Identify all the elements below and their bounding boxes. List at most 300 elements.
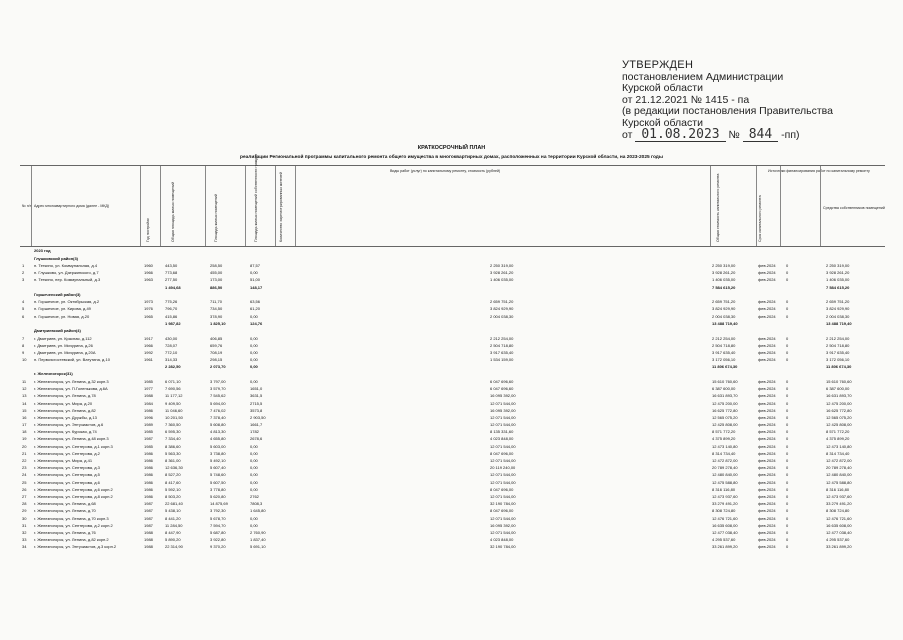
table-cell-area: 22 314,90 (165, 544, 183, 550)
table-cell-area-res: 406,85 (210, 335, 223, 341)
table-cell-owner-funds: 12 473 140,80 (826, 443, 852, 449)
table-cell-area-res: 258,50 (210, 263, 223, 268)
approval-line-1: УТВЕРЖДЕН (622, 59, 694, 71)
table-cell-area: 796,70 (165, 306, 178, 312)
table-cell-work-cost: 6 047 696,60 (490, 386, 514, 392)
table-cell-area-res: 708,19 (210, 349, 223, 355)
table-cell-address: г. Железногорск, ул. Сентерова, д.8 корп.2 (34, 493, 113, 499)
table-cell-address: г. Дмитриев, ул. Красная, д.112 (34, 335, 92, 341)
table-cell-deadline: фев.2024 (758, 277, 776, 283)
grid-line (820, 166, 821, 246)
grid-line (31, 166, 32, 246)
table-cell-address: п. Горшечное, ул. Кирова, д.49 (34, 306, 91, 312)
table-cell-area-res: 734,50 (210, 306, 223, 312)
table-cell-owner-funds: 2 504 718,80 (826, 342, 850, 348)
table-cell-total: 8 316 116,80 (712, 486, 736, 492)
table-cell-year: 1987 (144, 522, 153, 528)
table-cell-area-own: 1 645,80 (250, 508, 266, 514)
table-cell-area-own: 63,56 (250, 299, 261, 305)
table-cell-area: 11 177,12 (165, 393, 183, 399)
table-cell-zero: 0 (786, 515, 789, 521)
table-cell-zero: 0 (786, 529, 789, 535)
table-row (20, 464, 885, 471)
table-cell-year: 1992 (144, 349, 153, 355)
table-cell-work-cost: 32 190 784,00 (490, 501, 516, 507)
table-cell-deadline: фев.2024 (758, 508, 776, 514)
grid-line (295, 166, 296, 246)
table-cell-total: 2 504 718,80 (712, 342, 736, 348)
table-row (20, 457, 885, 464)
table-cell-zero: 0 (786, 443, 789, 449)
table-cell-zero: 0 (786, 537, 789, 543)
table-row (20, 392, 885, 399)
subtotal-row (20, 320, 885, 327)
table-cell-deadline: фев.2024 (758, 537, 776, 543)
table-cell-number: 5 (22, 306, 25, 312)
table-cell-area-res: 3 797,00 (210, 378, 226, 384)
table-cell-area-own: 2715,5 (250, 400, 263, 406)
table-cell-year: 1986 (144, 493, 153, 499)
table-cell-deadline: фев.2024 (758, 472, 776, 478)
table-cell-area-res: 5 607,50 (210, 479, 226, 485)
table-cell-year: 1977 (144, 386, 153, 392)
table-cell-area-res: 4 655,80 (210, 436, 226, 442)
table-cell-total: 16 631 893,70 (712, 393, 738, 399)
grid-line (780, 166, 781, 246)
table-cell-work-cost: 16 095 392,00 (490, 407, 516, 413)
table-cell-deadline: фев.2024 (758, 393, 776, 399)
table-cell-number: 3 (22, 277, 25, 283)
handwritten-date: 01.08.2023 (635, 129, 725, 142)
table-cell-owner-funds: 12 480 840,00 (826, 472, 852, 478)
table-cell-area: 1 987,82 (165, 320, 181, 326)
table-cell-number: 25 (22, 479, 27, 485)
table-cell-address: г. Железногорск, ул. Сентерова, д.5 (34, 472, 100, 478)
table-cell-work-cost: 12 071 544,00 (490, 458, 516, 463)
table-cell-address: г. Железногорск, ул. Дружбы, д.13 (34, 414, 97, 420)
table-cell-work-cost: 8 047 696,00 (490, 508, 514, 514)
table-cell-area-own: 0,00 (250, 342, 258, 348)
table-cell-deadline: фев.2024 (758, 493, 776, 499)
table-cell-work-cost: 2 212 254,00 (490, 335, 514, 341)
plan-subtitle: реализации Региональной программы капитального ремонта общего имущества в многоквартирных домах, расположенных на территории Курской области, на 2023-2025 годы (240, 155, 663, 160)
table-cell-work-cost: 3 824 929,90 (490, 306, 514, 312)
table-cell-area-own: 1651,0 (250, 386, 263, 392)
table-cell-number: 27 (22, 493, 27, 499)
table-cell-area-own: 0,00 (250, 335, 258, 341)
table-cell-area-res: 455,00 (210, 270, 223, 276)
table-cell-area-own: 0,00 (250, 486, 258, 492)
table-cell-year: 1986 (144, 486, 153, 492)
table-cell-area-own: 5 691,10 (250, 544, 266, 550)
table-cell-year: 1989 (144, 422, 153, 428)
table-cell-work-cost: 3 928 261,20 (490, 270, 514, 276)
table-cell-year: 1988 (144, 529, 153, 535)
table-cell-area-res: 3 922,80 (210, 537, 226, 543)
grid-line (205, 166, 206, 246)
table-cell-number: 16 (22, 414, 27, 420)
approval-line-4: от 21.12.2021 № 1415 - па (622, 93, 750, 106)
table-cell-area-own: 0,00 (250, 270, 258, 276)
table-cell-address: п. Глушково, ул. Дзержинского, д.7 (34, 270, 99, 276)
table-row (20, 471, 885, 478)
table-cell-deadline: фев.2024 (758, 349, 776, 355)
table-cell-address: п. Горшечное, ул. Новая, д.20 (34, 313, 90, 319)
table-cell-zero: 0 (786, 436, 789, 442)
plan-title: КРАТКОСРОЧНЫЙ ПЛАН (417, 145, 486, 151)
table-cell-number: 10 (22, 357, 27, 363)
table-cell-area: 415,86 (165, 313, 178, 319)
table-cell-area: 773,68 (165, 270, 178, 276)
table-cell-address: г. Железногорск, ул. Мира, д.20 (34, 400, 93, 406)
table-cell-zero: 0 (786, 486, 789, 492)
header-total: Общая стоимость капитального ремонта (716, 173, 720, 242)
table-cell-work-cost: 4 023 848,00 (490, 537, 514, 543)
table-cell-deadline: фев.2024 (758, 486, 776, 492)
table-row (20, 507, 885, 514)
table-row (20, 479, 885, 486)
table-cell-deadline: фев.2024 (758, 544, 776, 550)
table-cell-total: 3 824 929,90 (712, 306, 736, 312)
table-cell-area-own: 0,00 (250, 364, 258, 370)
table-row (20, 543, 885, 550)
table-cell-zero: 0 (786, 393, 789, 399)
subtotal-row (20, 284, 885, 291)
table-cell-work-cost: 12 071 544,00 (490, 414, 516, 420)
table-cell-area-own: 2 903,50 (250, 414, 266, 420)
table-cell-address: г. Железногорск, ул. Ленина, д.48 корп.3 (34, 436, 109, 442)
table-cell-deadline: фев.2024 (758, 357, 776, 363)
section-row (20, 255, 885, 263)
table-cell-zero: 0 (786, 414, 789, 420)
table-cell-area-own: 87,57 (250, 263, 261, 268)
table-cell-area: 277,50 (165, 277, 178, 283)
table-cell-address: г. Железногорск, ул. Сентерова, д.1 корп.3 (34, 443, 113, 449)
table-row (20, 435, 885, 442)
header-address: Адрес многоквартирного дома (далее - МКД) (34, 204, 110, 208)
table-cell-area-res: 711,70 (210, 299, 222, 305)
table-cell-work-cost: 16 095 392,00 (490, 522, 516, 528)
approval-stamp (622, 60, 833, 142)
table-cell-year: 1988 (144, 544, 153, 550)
table-cell-zero: 0 (786, 450, 789, 456)
table-cell-zero: 0 (786, 270, 789, 276)
table-cell-work-cost: 2 250 319,00 (490, 263, 514, 268)
table-cell-owner-funds: 12 565 075,20 (826, 414, 852, 420)
table-cell-deadline: фев.2024 (758, 529, 776, 535)
table-cell-work-cost: 2 504 718,80 (490, 342, 514, 348)
table-cell-zero: 0 (786, 458, 789, 463)
table-row (20, 349, 885, 356)
section-title: 2023 год (34, 248, 51, 253)
header-no: № п/п (22, 204, 32, 208)
table-row (20, 443, 885, 450)
table-cell-total: 12 475 200,00 (712, 400, 738, 406)
table-cell-deadline: фев.2024 (758, 450, 776, 456)
table-cell-deadline: фев.2024 (758, 443, 776, 449)
table-row (20, 450, 885, 457)
table-cell-total: 16 625 772,80 (712, 407, 738, 413)
table-cell-area-res: 5 687,80 (210, 529, 226, 535)
table-cell-area: 6 071,10 (165, 378, 181, 384)
grid-line (140, 166, 141, 246)
table-cell-number: 2 (22, 270, 25, 276)
table-cell-number: 14 (22, 400, 27, 406)
table-cell-area: 8 386,60 (165, 443, 181, 449)
header-works-group: Виды работ (услуг) по капитальному ремонту, стоимость (рублей) (390, 169, 501, 173)
table-cell-year: 1984 (144, 400, 153, 406)
table-cell-area-own: 148,17 (250, 284, 263, 290)
table-cell-number: 19 (22, 436, 27, 442)
table-cell-deadline: фев.2024 (758, 522, 776, 528)
table-cell-owner-funds: 2 004 038,30 (826, 313, 850, 319)
table-cell-total: 12 477 038,40 (712, 529, 738, 535)
table-cell-total: 12 565 075,20 (712, 414, 738, 420)
grid-line (245, 166, 246, 246)
table-cell-year: 1961 (144, 357, 153, 363)
table-cell-zero: 0 (786, 493, 789, 499)
table-cell-area-res: 3 579,70 (210, 386, 226, 392)
table-cell-zero: 0 (786, 472, 789, 478)
table-cell-area: 10 201,50 (165, 414, 183, 420)
table-cell-work-cost: 1 534 159,00 (490, 357, 514, 363)
table-cell-area-res: 5 620,80 (210, 493, 226, 499)
table-cell-area-own: 7808,3 (250, 501, 263, 507)
table-cell-zero: 0 (786, 429, 789, 435)
table-cell-year: 1987 (144, 515, 153, 521)
table-cell-owner-funds: 1 406 035,00 (826, 277, 850, 283)
table-row (20, 313, 885, 320)
table-cell-year: 1986 (144, 450, 153, 456)
section-title: Горшеченский район(3) (34, 291, 81, 297)
table-cell-number: 34 (22, 544, 27, 550)
table-cell-address: г. Железногорск, ул. П.Голенькова, д.6А (34, 386, 108, 392)
table-cell-zero: 0 (786, 306, 789, 312)
table-cell-area-res: 7 476,02 (210, 407, 226, 413)
table-cell-work-cost: 20 119 240,00 (490, 465, 516, 471)
table-cell-total: 8 571 772,20 (712, 429, 736, 435)
table-cell-owner-funds: 16 625 772,80 (826, 407, 852, 413)
table-row (20, 536, 885, 543)
header-area-own: Площадь жилых помещений собственности граждан (254, 153, 258, 242)
grid-line (275, 166, 276, 246)
table-cell-owner-funds: 8 571 772,20 (826, 429, 850, 435)
table-row (20, 335, 885, 342)
table-cell-owner-funds: 3 928 261,20 (826, 270, 850, 276)
table-cell-zero: 0 (786, 479, 789, 485)
table-cell-owner-funds: 12 475 588,80 (826, 479, 852, 485)
table-cell-work-cost: 32 190 784,00 (490, 544, 516, 550)
table-cell-area: 5 438,10 (165, 508, 181, 514)
table-cell-total: 4 375 899,20 (712, 436, 736, 442)
table-cell-year: 1963 (144, 277, 153, 283)
table-cell-zero: 0 (786, 422, 789, 428)
table-cell-area: 7 360,50 (165, 422, 181, 428)
table-cell-number: 20 (22, 443, 27, 449)
table-cell-deadline: фев.2024 (758, 501, 776, 507)
table-cell-owner-funds: 2 212 254,00 (826, 335, 850, 341)
table-row (20, 407, 885, 414)
table-cell-deadline: фев.2024 (758, 386, 776, 392)
table-cell-owner-funds: 33 261 899,20 (826, 544, 852, 550)
table-cell-deadline: фев.2024 (758, 335, 776, 341)
header-area: Общая площадь жилых помещений (171, 182, 175, 242)
table-cell-area-own: 61,20 (250, 306, 261, 312)
table-cell-work-cost: 12 071 544,00 (490, 443, 516, 449)
table-cell-total: 33 279 491,20 (712, 501, 738, 507)
table-row (20, 522, 885, 529)
table-cell-number: 28 (22, 501, 27, 507)
table-cell-work-cost: 12 071 544,00 (490, 493, 516, 499)
header-funding-group: Источники финансирования работ по капитальному ремонту (768, 169, 870, 173)
table-cell-area: 9 409,50 (165, 400, 181, 406)
table-cell-year: 1973 (144, 299, 153, 305)
section-row (20, 327, 885, 335)
table-cell-year: 1986 (144, 479, 153, 485)
table-cell-area-res: 298,15 (210, 357, 223, 363)
table-row (20, 500, 885, 507)
table-cell-year: 1985 (144, 378, 153, 384)
table-cell-deadline: фев.2024 (758, 306, 776, 312)
section-row (20, 370, 885, 378)
table-cell-area: 22 681,40 (165, 501, 183, 507)
table-cell-number: 8 (22, 342, 25, 348)
table-row (20, 276, 885, 283)
table-cell-deadline: фев.2024 (758, 378, 776, 384)
table-row (20, 486, 885, 493)
table-cell-area: 8 527,20 (165, 472, 181, 478)
table-cell-work-cost: 12 071 544,00 (490, 472, 516, 478)
table-cell-area: 11 046,60 (165, 407, 183, 413)
table-cell-total: 33 261 899,20 (712, 544, 738, 550)
table-cell-year: 1987 (144, 501, 153, 507)
table-row (20, 298, 885, 305)
table-cell-deadline: фев.2024 (758, 400, 776, 406)
table-cell-zero: 0 (786, 342, 789, 348)
table-cell-number: 30 (22, 515, 27, 521)
table-cell-address: г. Железногорск, ул. Сентерова, д.6 (34, 479, 100, 485)
table-cell-owner-funds: 3 824 929,90 (826, 306, 850, 312)
table-cell-area: 12 636,30 (165, 465, 183, 471)
section-title: Глушковский район(3) (34, 255, 78, 261)
table-cell-area-res: 9 370,20 (210, 544, 226, 550)
table-cell-area-own: 3573,8 (250, 407, 263, 413)
table-cell-area-res: 14 875,69 (210, 501, 228, 507)
table-cell-owner-funds: 7 584 615,20 (826, 284, 850, 290)
table-cell-area-own: 0,00 (250, 357, 258, 363)
grid-line (710, 166, 711, 246)
table-cell-address: п. Первоэсгостевский, ул. Ватутина, д.10 (34, 357, 110, 363)
table-cell-work-cost: 8 135 331,60 (490, 429, 514, 435)
table-cell-area-res: 173,00 (210, 277, 223, 283)
table-cell-total: 2 212 254,00 (712, 335, 736, 341)
table-row (20, 378, 885, 385)
table-cell-area-own: 0,00 (250, 443, 258, 449)
table-cell-year: 1976 (144, 306, 153, 312)
table-cell-total: 2 004 038,30 (712, 313, 736, 319)
table-cell-number: 17 (22, 422, 27, 428)
table-cell-address: г. Железногорск, ул. Курская, д.74 (34, 429, 97, 435)
table-cell-total: 7 584 615,20 (712, 284, 736, 290)
header-residents: Количество зарегистрированных жителей (279, 172, 283, 242)
table-cell-year: 1987 (144, 436, 153, 442)
table-cell-total: 12 476 721,60 (712, 515, 738, 521)
table-row (20, 305, 885, 312)
table-cell-total: 12 475 588,80 (712, 479, 738, 485)
table-cell-zero: 0 (786, 263, 789, 268)
table-cell-area-res: 7 378,40 (210, 414, 226, 420)
table-cell-zero: 0 (786, 386, 789, 392)
table-cell-work-cost: 12 071 544,00 (490, 515, 516, 521)
approval-line-6: Курской области (622, 116, 703, 129)
table-cell-year: 1987 (144, 508, 153, 514)
table-cell-area-res: 1 825,10 (210, 320, 226, 326)
table-cell-number: 21 (22, 450, 27, 456)
header-deadline: Срок капитального ремонта (758, 195, 762, 242)
table-cell-address: г. Железногорск, ул. Ленина, д.82 корп.2 (34, 537, 109, 543)
table-cell-number: 32 (22, 529, 27, 535)
table-cell-address: г. Железногорск, ул. Ленина, д.32 корп.3 (34, 378, 109, 384)
approval-line-5: (в редакции постановления Правительства (622, 105, 833, 117)
table-cell-number: 18 (22, 429, 27, 435)
table-cell-number: 26 (22, 486, 27, 492)
table-cell-address: г. Дмитриев, ул. Мичурина, д.26 (34, 342, 93, 348)
table-cell-work-cost: 12 071 544,00 (490, 529, 516, 535)
table-cell-number: 6 (22, 313, 25, 319)
table-row (20, 262, 885, 269)
table-cell-area: 6 595,30 (165, 429, 181, 435)
table-cell-deadline: фев.2024 (758, 270, 776, 276)
table-cell-owner-funds: 16 635 608,00 (826, 522, 852, 528)
table-cell-number: 33 (22, 537, 27, 543)
table-cell-total: 2 659 751,20 (712, 299, 736, 305)
table-cell-deadline: фев.2024 (758, 436, 776, 442)
table-cell-area: 7 690,56 (165, 386, 181, 392)
table-cell-zero: 0 (786, 277, 789, 283)
table-cell-deadline: фев.2024 (758, 422, 776, 428)
table-cell-year: 1986 (144, 407, 153, 413)
table-cell-number: 13 (22, 393, 27, 399)
table-cell-zero: 0 (786, 501, 789, 507)
table-row (20, 493, 885, 500)
table-cell-area-own: 0,00 (250, 522, 258, 528)
table-cell-area: 5 890,20 (165, 537, 181, 543)
table-cell-zero: 0 (786, 313, 789, 319)
table-row (20, 385, 885, 392)
table-cell-deadline: фев.2024 (758, 414, 776, 420)
table-cell-area: 8 417,60 (165, 479, 181, 485)
table-cell-total: 16 635 608,00 (712, 522, 738, 528)
table-cell-work-cost: 2 004 038,30 (490, 313, 514, 319)
table-cell-deadline: фев.2024 (758, 458, 776, 463)
table-cell-area-res: 659,76 (210, 342, 223, 348)
table-cell-total: 11 806 674,30 (712, 364, 738, 370)
table-cell-area-res: 5 608,80 (210, 422, 226, 428)
table-cell-zero: 0 (786, 465, 789, 471)
table-body (20, 247, 885, 550)
table-cell-owner-funds: 2 250 319,00 (826, 263, 850, 268)
table-cell-area-own: 0,00 (250, 515, 258, 521)
table-cell-area-res: 886,50 (210, 284, 223, 290)
table-cell-area-own: 0,00 (250, 472, 258, 478)
header-area-res: Площадь жилых помещений (214, 194, 218, 242)
table-cell-owner-funds: 4 375 899,20 (826, 436, 850, 442)
table-cell-area-own: 3631,5 (250, 393, 263, 399)
table-cell-address: г. Железногорск, ул. Сентерова, д.6 корп.2 (34, 486, 113, 492)
table-cell-owner-funds: 12 477 038,40 (826, 529, 852, 535)
table-row (20, 269, 885, 276)
approval-number-sign: № (728, 129, 740, 141)
